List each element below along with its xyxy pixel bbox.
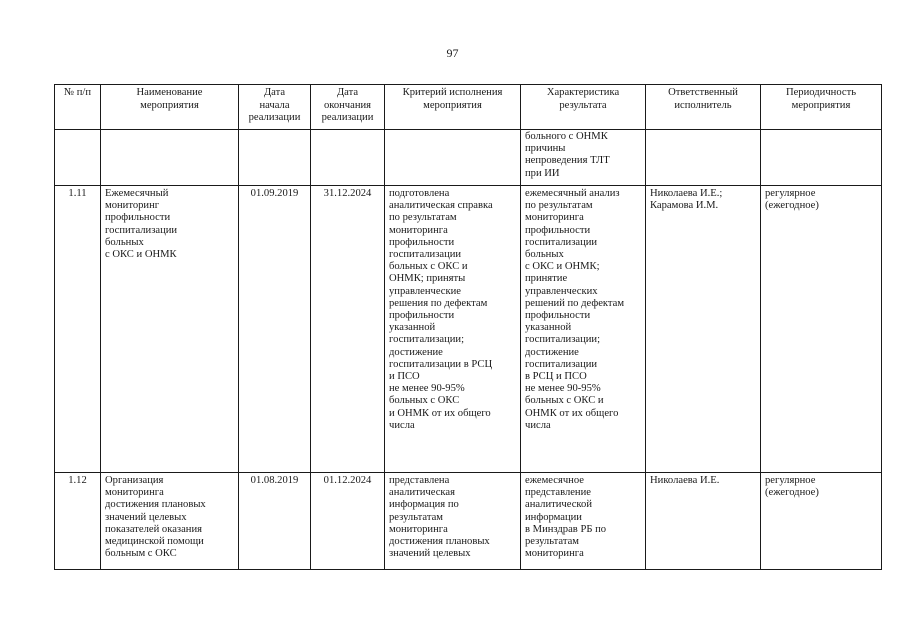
measures-table [54,84,882,570]
header-line: мероприятия [791,99,851,111]
column-header-num [55,85,101,130]
cell-criterion [385,186,521,473]
column-header-responsible [646,85,761,130]
cell-line: управленческих [525,285,598,297]
header-line: мероприятия [423,99,482,111]
cell-line: по результатам [389,212,457,224]
cell-line: с ОКС и ОНМК [105,249,177,261]
cell-responsible [646,186,761,473]
cell-line: госпитализации; [525,334,601,346]
cell-line: Ежемесячный [105,188,169,199]
cell-line: мониторинга [105,487,164,499]
cell-line: принятие [525,273,568,285]
header-line: реализации [321,112,374,123]
header-line: Дата [263,87,286,98]
cell-line: больных [525,249,564,261]
column-header-period [761,85,882,130]
cell-line: решений по дефектам [525,297,625,309]
cell-line: аналитической [525,499,592,511]
cell-end: 01.12.2024 [311,473,385,570]
cell-num [55,130,101,186]
cell-line: информации [525,511,582,523]
cell-line: достижение [525,346,579,358]
header-line: Периодичность [785,87,857,98]
table-row-1-11 [55,186,882,473]
cell-line: больных с ОКС и [389,261,468,273]
table-row-1-12 [55,473,882,570]
cell-line: госпитализации [525,236,598,248]
cell-line: больных [105,236,144,248]
column-header-criterion [385,85,521,130]
cell-responsible [646,473,761,570]
column-header-result [521,85,646,130]
column-header-end [311,85,385,130]
cell-line: медицинской помощи [105,536,204,548]
page-number: 97 [446,46,459,60]
cell-responsible [646,130,761,186]
cell-line: управленческие [389,285,461,297]
header-line: Дата [336,87,359,98]
cell-name [101,473,239,570]
cell-start [239,130,311,186]
cell-line: мониторинга [525,212,584,224]
cell-line: и ОНМК от их общего [389,407,491,419]
cell-line: непроведения ТЛТ [525,155,610,167]
cell-line: с ОКС и ОНМК; [525,261,600,273]
cell-line: больным с ОКС [105,548,177,560]
header-line: Критерий исполнения [402,87,503,98]
cell-result [521,473,646,570]
cell-line: числа [525,419,551,431]
cell-line: профильности [525,310,591,322]
cell-line: мониторинг [105,200,160,212]
header-line: Ответственный [668,87,738,98]
cell-line: указанной [389,322,436,334]
cell-line: госпитализации [105,224,178,236]
cell-line: (ежегодное) [765,487,819,499]
cell-line: подготовлена [389,188,450,199]
cell-line: достижения плановых [105,499,206,511]
cell-line: Карамова И.М. [650,200,719,212]
header-row [55,85,882,130]
cell-line: (ежегодное) [765,200,819,212]
cell-line: по результатам [525,200,593,212]
cell-line: и ПСО [389,371,420,383]
cell-line: госпитализации [389,249,462,261]
continuation-row [55,130,882,186]
header-line: реализации [248,112,301,123]
cell-line: достижение [389,346,443,358]
cell-name [101,186,239,473]
cell-line: не менее 90-95% [389,383,465,395]
cell-line: результатам [389,511,443,523]
header-line: результата [559,99,607,111]
cell-line: мониторинга [525,548,584,560]
cell-line: госпитализации [525,358,598,370]
cell-line: ежемесячный анализ [525,188,620,199]
cell-line: больного с ОНМК [525,131,608,142]
cell-line: госпитализации в РСЦ [389,358,493,370]
cell-line: показателей оказания [105,523,202,535]
cell-line: мониторинга [389,224,448,236]
cell-line: профильности [525,224,591,236]
cell-line: указанной [525,322,572,334]
cell-line: профильности [389,236,455,248]
cell-line: результатам [525,536,579,548]
cell-line: не менее 90-95% [525,383,601,395]
cell-result [521,186,646,473]
cell-line: ОНМК от их общего [525,407,619,419]
header-line: начала [259,99,290,111]
cell-line: причины [525,143,566,155]
cell-end: 31.12.2024 [311,186,385,473]
header-line: окончания [323,99,372,111]
cell-end [311,130,385,186]
cell-line: регулярное [765,188,816,199]
cell-line: при ИИ [525,167,560,179]
cell-line: аналитическая справка [389,200,493,212]
cell-criterion [385,130,521,186]
cell-line: аналитическая [389,487,455,499]
cell-line: решения по дефектам [389,297,488,309]
cell-line: достижения плановых [389,536,490,548]
cell-line: ежемесячное [525,475,584,486]
header-line: Характеристика [546,87,620,98]
header-line: Наименование [136,87,203,98]
cell-line: регулярное [765,475,816,486]
header-line: мероприятия [140,99,199,111]
cell-num: 1.11 [55,186,101,473]
cell-line: информация по [389,499,459,511]
cell-line: представлена [389,475,450,486]
cell-line: профильности [105,212,171,224]
header-line: исполнитель [674,99,732,111]
cell-result [521,130,646,186]
cell-line: мониторинга [389,523,448,535]
cell-line: числа [389,419,415,431]
cell-line: Николаева И.Е.; [650,188,723,199]
cell-name [101,130,239,186]
cell-line: Организация [105,475,164,486]
cell-period [761,186,882,473]
header-line: № п/п [63,87,92,98]
cell-period [761,473,882,570]
cell-criterion [385,473,521,570]
cell-num: 1.12 [55,473,101,570]
cell-line: Николаева И.Е. [650,475,720,486]
column-header-start [239,85,311,130]
cell-period [761,130,882,186]
cell-line: в Минздрав РБ по [525,523,607,535]
cell-line: в РСЦ и ПСО [525,371,587,383]
cell-start: 01.09.2019 [239,186,311,473]
column-header-name [101,85,239,130]
cell-line: госпитализации; [389,334,465,346]
cell-line: больных с ОКС и [525,395,604,407]
cell-line: представление [525,487,591,499]
cell-start: 01.08.2019 [239,473,311,570]
cell-line: профильности [389,310,455,322]
cell-line: ОНМК; приняты [389,273,466,285]
cell-line: больных с ОКС [389,395,460,407]
cell-line: значений целевых [105,511,187,523]
cell-line: значений целевых [389,548,471,560]
